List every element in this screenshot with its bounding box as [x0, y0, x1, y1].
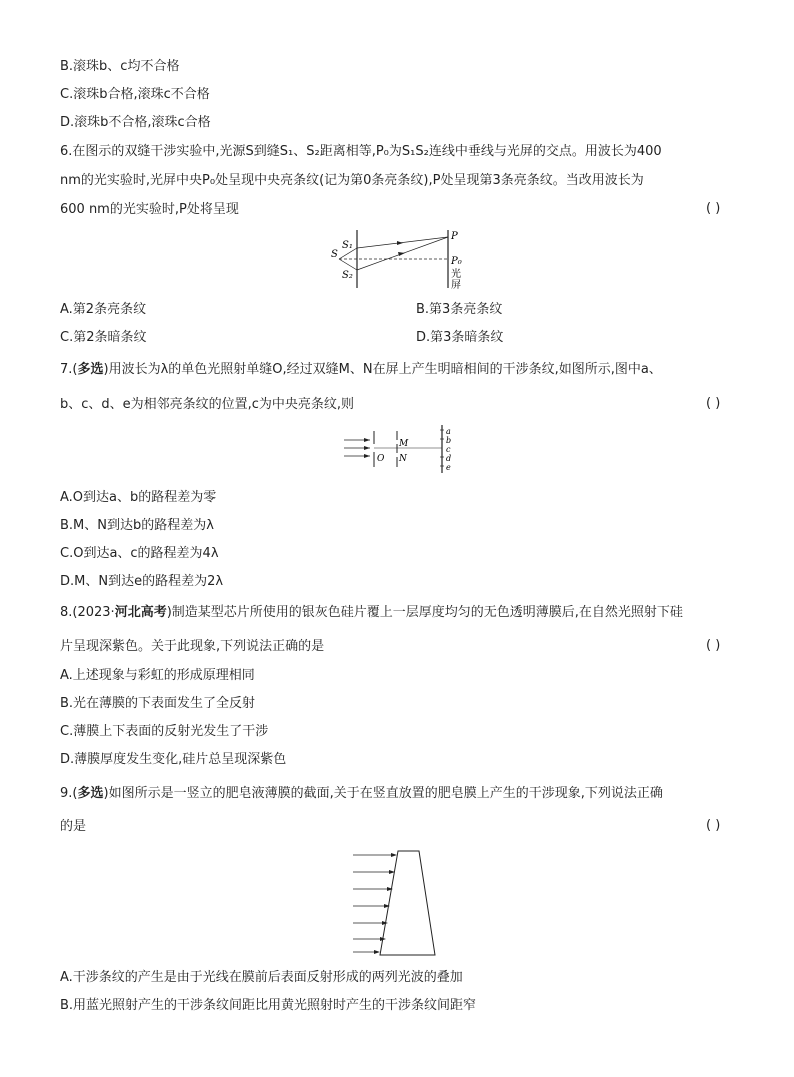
- q8-option-c: C.薄膜上下表面的反射光发生了干涉: [60, 724, 269, 739]
- q7-label-n: N: [399, 454, 407, 464]
- q8-answer-blank: ( ): [706, 638, 721, 653]
- q7-stem-line1-rest: )用波长为λ的单色光照射单缝O,经过双缝M、N在屏上产生明暗相间的干涉条纹,如图所示,图中a、: [103, 362, 662, 377]
- q8-option-b: B.光在薄膜的下表面发生了全反射: [60, 696, 256, 711]
- q7-multi-tag: 多选: [77, 362, 104, 377]
- q8-source-tag: 河北高考: [114, 605, 167, 620]
- q9-option-b: B.用蓝光照射产生的干涉条纹间距比用黄光照射时产生的干涉条纹间距窄: [60, 998, 477, 1013]
- q6-label-p0: P₀: [451, 256, 462, 267]
- q7-option-c: C.O到达a、c的路程差为4λ: [60, 546, 219, 561]
- q7-stem-line2: b、c、d、e为相邻亮条纹的位置,c为中央亮条纹,则: [60, 397, 355, 412]
- q8-number: 8.(2023·: [60, 605, 115, 620]
- q7-label-e: e: [446, 463, 451, 472]
- q6-stem-line3: 600 nm的光实验时,P处将呈现: [60, 202, 239, 217]
- q6-option-d: D.第3条暗条纹: [416, 330, 504, 345]
- q6-option-b: B.第3条亮条纹: [416, 302, 503, 317]
- q6-label-s2: S₂: [342, 270, 353, 281]
- q7-option-d: D.M、N到达e的路程差为2λ: [60, 574, 224, 589]
- q8-stem-line2: 片呈现深紫色。关于此现象,下列说法正确的是: [60, 639, 325, 654]
- q9-number: 9.(: [60, 786, 78, 801]
- q9-soap-film-figure: [350, 845, 445, 961]
- q8-option-d: D.薄膜厚度发生变化,硅片总呈现深紫色: [60, 752, 287, 767]
- q9-answer-blank: ( ): [706, 818, 721, 833]
- q6-label-s1: S₁: [342, 240, 353, 251]
- q7-answer-blank: ( ): [706, 396, 721, 411]
- q8-option-a: A.上述现象与彩虹的形成原理相同: [60, 668, 255, 683]
- q9-incident-light-arrows: [353, 853, 397, 954]
- q6-stem-line1: 6.在图示的双缝干涉实验中,光源S到缝S₁、S₂距离相等,P₀为S₁S₂连线中垂线与光屏的交点。用波长为400: [60, 144, 662, 159]
- q6-stem-line2: nm的光实验时,光屏中央P₀处呈现中央亮条纹(记为第0条亮条纹),P处呈现第3条亮条纹。当改用波长为: [60, 173, 644, 188]
- q9-stem-line1-rest: )如图所示是一竖立的肥皂液薄膜的截面,关于在竖直放置的肥皂膜上产生的干涉现象,下列说法正确: [103, 786, 663, 801]
- q5-option-c: C.滚珠b合格,滚珠c不合格: [60, 87, 210, 102]
- q9-stem-line1: [60, 785, 663, 803]
- q9-multi-tag: 多选: [77, 786, 104, 801]
- q7-label-d: d: [446, 454, 452, 463]
- q6-label-p: P: [451, 231, 458, 242]
- q7-label-b: b: [446, 436, 452, 445]
- q7-number: 7.(: [60, 362, 78, 377]
- q9-option-a: A.干涉条纹的产生是由于光线在膜前后表面反射形成的两列光波的叠加: [60, 970, 463, 985]
- q5-option-d: D.滚珠b不合格,滚珠c合格: [60, 115, 211, 130]
- q6-option-a: A.第2条亮条纹: [60, 302, 147, 317]
- q7-label-a: a: [446, 427, 451, 436]
- q9-stem-line2: 的是: [60, 819, 87, 834]
- q5-option-b: B.滚珠b、c均不合格: [60, 59, 180, 74]
- q6-label-screen-1: 光: [451, 269, 461, 280]
- q7-option-b: B.M、N到达b的路程差为λ: [60, 518, 214, 533]
- q7-single-double-slit-figure: [340, 423, 460, 475]
- q8-stem-line1: [60, 604, 683, 622]
- q7-label-c: c: [446, 445, 451, 454]
- q7-stem-line1: [60, 361, 662, 379]
- q7-label-o: O: [377, 454, 385, 464]
- q7-option-a: A.O到达a、b的路程差为零: [60, 490, 217, 505]
- q6-label-screen-2: 屏: [451, 280, 461, 291]
- q8-stem-line1-rest: )制造某型芯片所使用的银灰色硅片覆上一层厚度均匀的无色透明薄膜后,在自然光照射下硅: [166, 605, 683, 620]
- q6-double-slit-figure: [325, 226, 475, 292]
- q7-label-m: M: [399, 439, 409, 449]
- q6-option-c: C.第2条暗条纹: [60, 330, 147, 345]
- q6-label-s: S: [331, 249, 338, 260]
- q6-answer-blank: ( ): [706, 201, 721, 216]
